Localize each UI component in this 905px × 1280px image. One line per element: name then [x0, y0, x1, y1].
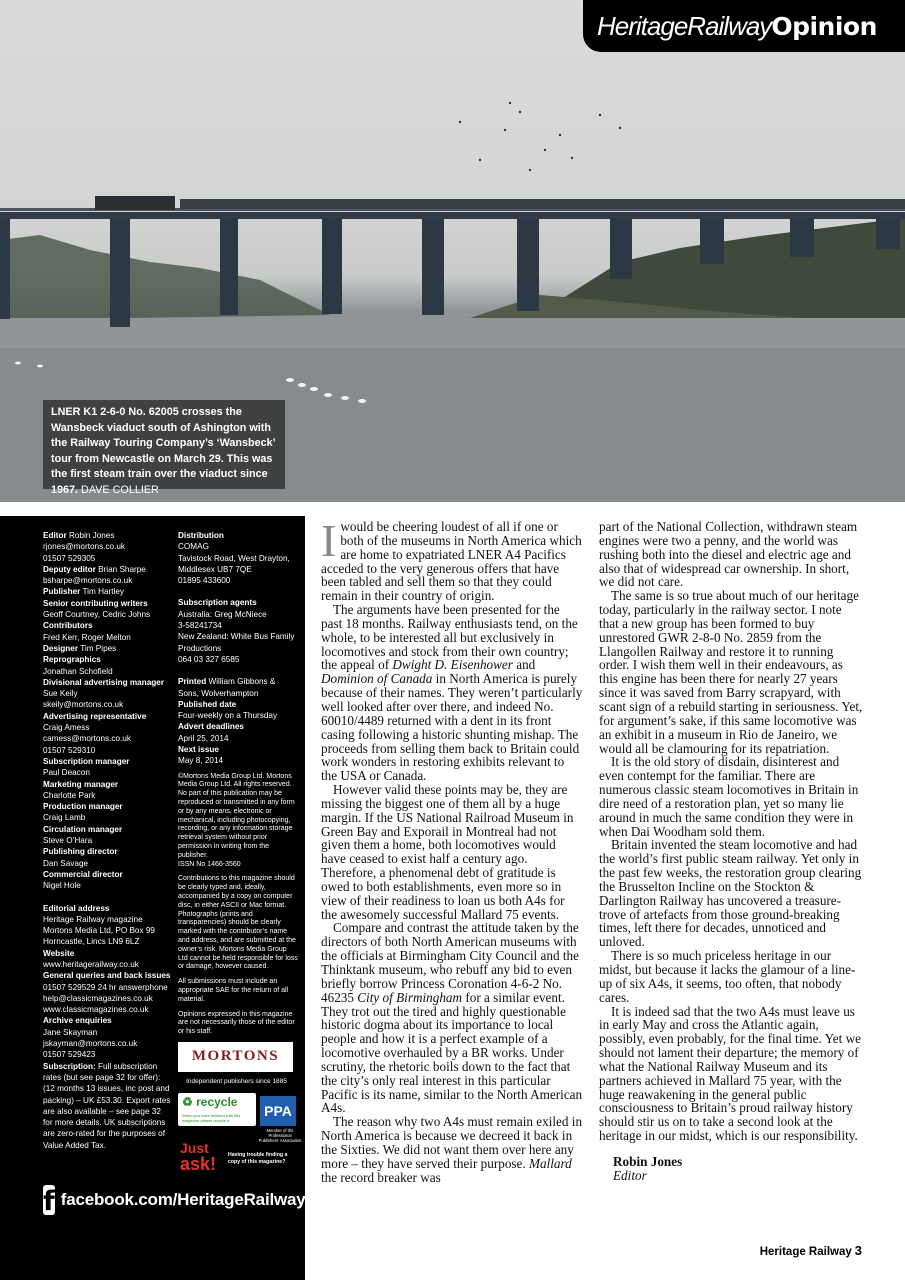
just-ask-line2: ask!: [180, 1154, 217, 1173]
credit-line: [43, 632, 171, 643]
recycle-note: When you have finished with this magazine please recycle it.: [182, 1113, 241, 1123]
distribution-line: 01895 433600: [178, 576, 231, 586]
photo-credit: DAVE COLLIER: [81, 483, 159, 496]
credit-value: Fred Kerr, Roger Melton: [43, 632, 131, 642]
footer-magazine: Heritage Railway: [759, 1246, 852, 1258]
ppa-logo: PPA: [260, 1096, 296, 1126]
credit-line: [43, 609, 171, 620]
article-paragraph: It is indeed sad that the two A4s must leave us in early May and cross the Atlantic again, possibly, even probably, for the final time. Yet we should not lament their departure; the memory of what the National Railway Museum and its partners achieved in Mallard 75 year, with the huge reawakening in the general public consciousness to Britain’s proud railway history should stir us on to take a second look at the heritage in our midst, which is our responsibility.: [599, 1003, 861, 1144]
credit-line: [43, 677, 171, 688]
recycle-icon: ♻ recycle: [182, 1095, 238, 1109]
distribution-line: Tavistock Road, West Drayton,: [178, 553, 290, 563]
credit-line: [43, 835, 171, 846]
subscription-info: [43, 1061, 171, 1151]
credit-value: Charlotte Park: [43, 790, 96, 800]
article-paragraph: The reason why two A4s must remain exiled in North America is because we decreed it back in the Sixties. We did not want them over here any more – they have served their purpose. Mallard the record breaker was: [321, 1114, 583, 1185]
page-footer: [760, 1243, 862, 1258]
contributions-notice: Contributions to this magazine should be clearly typed and, ideally, accompanied by a copy on computer disc, in either ASCII or Mac format. Photographs (prints and transparencies) should be clearly marked with the contributor’s name and address, and are submitted at the owner’s risk. Mortons Media Group Ltd cannot be held responsible for loss or damage, however caused.: [178, 875, 298, 971]
photo-caption: [43, 400, 285, 496]
credit-value: Craig Lamb: [43, 813, 86, 823]
credit-line: [43, 733, 171, 744]
credit-line: [43, 575, 171, 586]
credit-value: Jonathan Schofield: [43, 666, 113, 676]
agents-line: Productions: [178, 643, 222, 653]
article-column-2: [599, 520, 863, 1183]
credit-value: rjones@mortons.co.uk: [43, 542, 126, 552]
credit-value: camess@mortons.co.uk: [43, 734, 131, 744]
credit-line: [43, 688, 171, 699]
subscription-text: Full subscription rates (but see page 32 for offer): (12 months 13 issues, inc post and packing) – UK £53.30. Export rates are also available – see page 32 for more details. UK subscriptions are zero-rated for the purposes of Value Added Tax.: [43, 1061, 171, 1150]
next-issue-value: May 8, 2014: [178, 756, 224, 766]
printed-label: Printed: [178, 677, 207, 687]
article-paragraph: Britain invented the steam locomotive and had the world’s first public steam railway. Yet only in the past few weeks, the restoration group clearing the Brusselton Incline on the Stockton & Darlington Railway has uncovered a treasure-trove of artefacts from those ground-breaking times, left there for decades, unnoticed and unloved.: [599, 837, 862, 950]
just-ask-line1: Just: [180, 1140, 209, 1156]
article-paragraph: There is so much priceless heritage in our midst, but because it lacks the glamour of a line-up of six A4s, it seems, too often, that nobody cares.: [599, 948, 856, 1005]
page-number: 3: [854, 1243, 862, 1258]
published-label: Published date: [178, 699, 237, 709]
credit-line: [43, 812, 171, 823]
credit-label: Circulation manager: [43, 824, 123, 834]
magazine-brand: HeritageRailway: [597, 10, 772, 41]
credit-label: Advertising representative: [43, 711, 147, 721]
agents-line: New Zealand: White Bus Family: [178, 632, 295, 642]
credit-line: [43, 745, 171, 756]
credit-line: [43, 880, 171, 891]
distribution-label: Distribution: [178, 531, 224, 540]
article-paragraph: Compare and contrast the attitude taken by the directors of both North American museums with the officials at Birmingham City Council and the Thinktank museum, who rebuff any bid to even briefly borrow Princess Coronation 4-6-2 No. 46235 City of Birmingham for a similar event. They trot out the tired and highly questionable historic dogma about its importance to local people and how it is a perfect example of a locomotive overhauled by a BR works. Under scrutiny, the rhetoric boils down to the fact that the city’s only real interest in this particular Pacific is its name, similar to the North American A4s.: [321, 920, 583, 1116]
advert-label: Advert deadlines: [178, 722, 244, 732]
credit-label: Commercial director: [43, 869, 123, 879]
credit-value: Nigel Hole: [43, 881, 81, 891]
facebook-link[interactable]: [43, 1184, 306, 1217]
printed-value: William Gibbons & Sons, Wolverhampton: [178, 677, 276, 698]
credit-line: [43, 869, 171, 880]
credit-line: [43, 790, 171, 801]
recycle-logo: [178, 1093, 256, 1126]
drop-cap: I: [321, 515, 337, 566]
credit-label: Divisional advertising manager: [43, 677, 165, 687]
facebook-url[interactable]: facebook.com/HeritageRailway: [60, 1190, 306, 1210]
credit-value: Craig Amess: [43, 723, 90, 733]
article-paragraph: However valid these points may be, they are missing the biggest one of them all by a huge margin. If the US National Railroad Museum in Green Bay and Exporail in Montreal had not given them a home, both locomotives would have ceased to exist half a century ago. Therefore, a phenomenal debt of gratitude is owed to both establishments, even more so in view of their readiness to loan us both A4s for the awesomely successful Mallard 75 events.: [321, 782, 574, 922]
archive-line: jskayman@mortons.co.uk: [43, 1039, 138, 1049]
general-queries-label: General queries and back issues: [43, 971, 171, 981]
credit-line: [43, 767, 171, 778]
archive-line: 01507 529423: [43, 1050, 96, 1060]
credit-line: [43, 654, 171, 665]
credit-line: [43, 620, 171, 631]
credit-line: [43, 801, 171, 812]
credit-line: [43, 666, 171, 677]
just-ask-note: Having trouble finding a copy of this magazine?: [228, 1152, 288, 1165]
subscription-label: Subscription:: [43, 1061, 96, 1071]
mortons-logo: [178, 1042, 293, 1072]
article-paragraph: part of the National Collection, withdrawn steam engines were two a penny, and the world was rushing both into the diesel and electric age and also that of widespread car ownership. In short, we did not care.: [599, 519, 858, 590]
editorial-address-line: Mortons Media Ltd, PO Box 99: [43, 926, 155, 936]
credit-label: Publisher: [43, 587, 81, 597]
recycle-label: recycle: [196, 1095, 238, 1109]
credit-value: bsharpe@mortons.co.uk: [43, 576, 133, 586]
credit-value: Sue Keily: [43, 689, 78, 699]
section-header: [583, 0, 905, 52]
credit-value: Brian Sharpe: [98, 564, 146, 574]
credit-label: Subscription manager: [43, 756, 130, 766]
credit-value: Paul Deacon: [43, 768, 90, 778]
credit-value: Dan Savage: [43, 858, 89, 868]
credit-label: Reprographics: [43, 655, 101, 665]
credit-line: [43, 564, 171, 575]
credit-line: [43, 643, 171, 654]
agents-line: Australia: Greg McNiece: [178, 609, 267, 619]
article-paragraph: It is the old story of disdain, disinterest and even contempt for the familiar. There are numerous classic steam locomotives in Britain in dire need of a restoration plan, yet so many lie around in much the same condition they were in when Dai Woodham sold them.: [599, 754, 859, 839]
credit-value: 01507 529310: [43, 745, 96, 755]
credit-line: [43, 541, 171, 552]
credit-line: [43, 756, 171, 767]
credit-line: [43, 779, 171, 790]
credit-line: [43, 824, 171, 835]
distribution-line: COMAG: [178, 542, 209, 552]
credit-value: Robin Jones: [68, 531, 115, 540]
credit-label: Editor: [43, 531, 67, 540]
credit-value: Steve O’Hara: [43, 836, 93, 846]
author-role: Editor: [613, 1167, 647, 1183]
general-queries-line: www.classicmagazines.co.uk: [43, 1005, 149, 1015]
credit-label: Deputy editor: [43, 564, 96, 574]
editorial-address-label: Editorial address: [43, 903, 110, 913]
credit-line: [43, 722, 171, 733]
credit-line: [43, 858, 171, 869]
mortons-logo-text: MORTONS: [191, 1048, 280, 1065]
archive-line: Jane Skayman: [43, 1027, 98, 1037]
general-queries-line: help@classicmagazines.co.uk: [43, 993, 153, 1003]
credit-label: Production manager: [43, 802, 123, 812]
credit-line: [43, 530, 171, 541]
editorial-address-line: Heritage Railway magazine: [43, 914, 143, 924]
distribution-credits: [178, 530, 298, 1037]
just-ask-logo: [178, 1138, 226, 1173]
masthead-sidebar: [0, 516, 305, 1280]
credit-value: Tim Hartley: [82, 587, 124, 597]
credit-label: Publishing director: [43, 847, 118, 857]
credit-line: [43, 846, 171, 857]
credit-line: [43, 553, 171, 564]
credit-label: Marketing manager: [43, 779, 119, 789]
distribution-line: Middlesex UB7 7QE: [178, 564, 252, 574]
credit-value: Tim Pipes: [80, 643, 117, 653]
credit-value: 01507 529305: [43, 553, 96, 563]
article-paragraph: The arguments have been presented for the past 18 months. Railway enthusiasts tend, on the whole, to be interested all but exclusively in locomotives and stock from their own country; the appeal of Dwight D. Eisenhower and Dominion of Canada in North America is purely because of their names. They weren’t particularly well looked after over there, and indeed No. 60010/4489 returned with a dent in its front casing following a historic shunting mishap. The proceeds from selling them back to Britain could work wonders in restoring exhibits relevant to the USA or Canada.: [321, 602, 583, 784]
credit-label: Contributors: [43, 621, 93, 631]
credit-line: [43, 711, 171, 722]
advert-value: April 25, 2014: [178, 733, 229, 743]
author-signature: [599, 1155, 863, 1183]
editorial-address-line: Horncastle, Lincs LN9 6LZ: [43, 937, 140, 947]
website-url: www.heritagerailway.co.uk: [43, 959, 139, 969]
author-name: Robin Jones: [613, 1153, 683, 1169]
archive-label: Archive enquiries: [43, 1016, 112, 1026]
article-paragraph: The same is so true about much of our heritage today, particularly in the railway sector. I note that a new group has been formed to buy unrestored GWR 2-8-0 No. 2859 from the Llangollen Railway and restore it to running order. I wish them well in their endeavours, as this engine has been there for nearly 27 years since it was saved from Barry scrapyard, with scant sign of a rebuild starting in seriousness. Yet, for argument’s sake, if this same locomotive was an exhibit in a museum in Rio de Janeiro, we would all be clamouring for its repatriation.: [599, 588, 863, 756]
ppa-note: Member of the Professional Publishers’ Association: [258, 1128, 302, 1143]
general-queries-line: 01507 529529 24 hr answerphone: [43, 982, 168, 992]
agents-line: 064 03 327 6585: [178, 654, 240, 664]
credit-line: [43, 598, 171, 609]
published-value: Four-weekly on a Thursday: [178, 711, 278, 721]
agents-label: Subscription agents: [178, 598, 257, 608]
spacer: [43, 892, 171, 903]
article-paragraph: Iwould be cheering loudest of all if one or both of the museums in North America which are home to expatriated LNER A4 Pacifics acceded to the very generous offers that have been tabled and sell them so that they could remain in their country of origin.: [321, 515, 582, 604]
caption-text: LNER K1 2-6-0 No. 62005 crosses the Wansbeck viaduct south of Ashington with the Railway Touring Company’s ‘Wansbeck’ tour from Newcastle on March 29. This was the first steam train over the viaduct since 1967.: [51, 406, 275, 496]
credit-label: Senior contributing writers: [43, 598, 148, 608]
credit-line: [43, 586, 171, 597]
opinions-notice: Opinions expressed in this magazine are not necessarily those of the editor or his staff.: [178, 1010, 295, 1036]
agents-line: 3-58241734: [178, 621, 222, 631]
staff-credits: [43, 530, 171, 1151]
credit-value: skeily@mortons.co.uk: [43, 700, 124, 710]
copyright-notice: ©Mortons Media Group Ltd. Mortons Media Group Ltd. All rights reserved. No part of this publication may be reproduced or transmitted in any form or by any means, electronic or mechanical, including photocopying, recording, or any information storage retrieval system without prior permission in writing from the publisher.: [178, 772, 295, 859]
article-column-1: [321, 515, 583, 1185]
submissions-notice: All submissions must include an appropriate SAE for the return of all material.: [178, 978, 289, 1003]
facebook-icon: f: [43, 1186, 55, 1217]
credit-line: [43, 699, 171, 710]
mortons-tagline: Independent publishers since 1885: [186, 1078, 287, 1085]
section-title: Opinion: [771, 11, 877, 41]
issn: ISSN No 1466-3560: [178, 860, 241, 868]
credit-label: Designer: [43, 643, 79, 653]
website-label: Website: [43, 948, 75, 958]
credit-value: Geoff Courtney, Cedric Johns: [43, 610, 151, 620]
next-issue-label: Next issue: [178, 745, 219, 755]
